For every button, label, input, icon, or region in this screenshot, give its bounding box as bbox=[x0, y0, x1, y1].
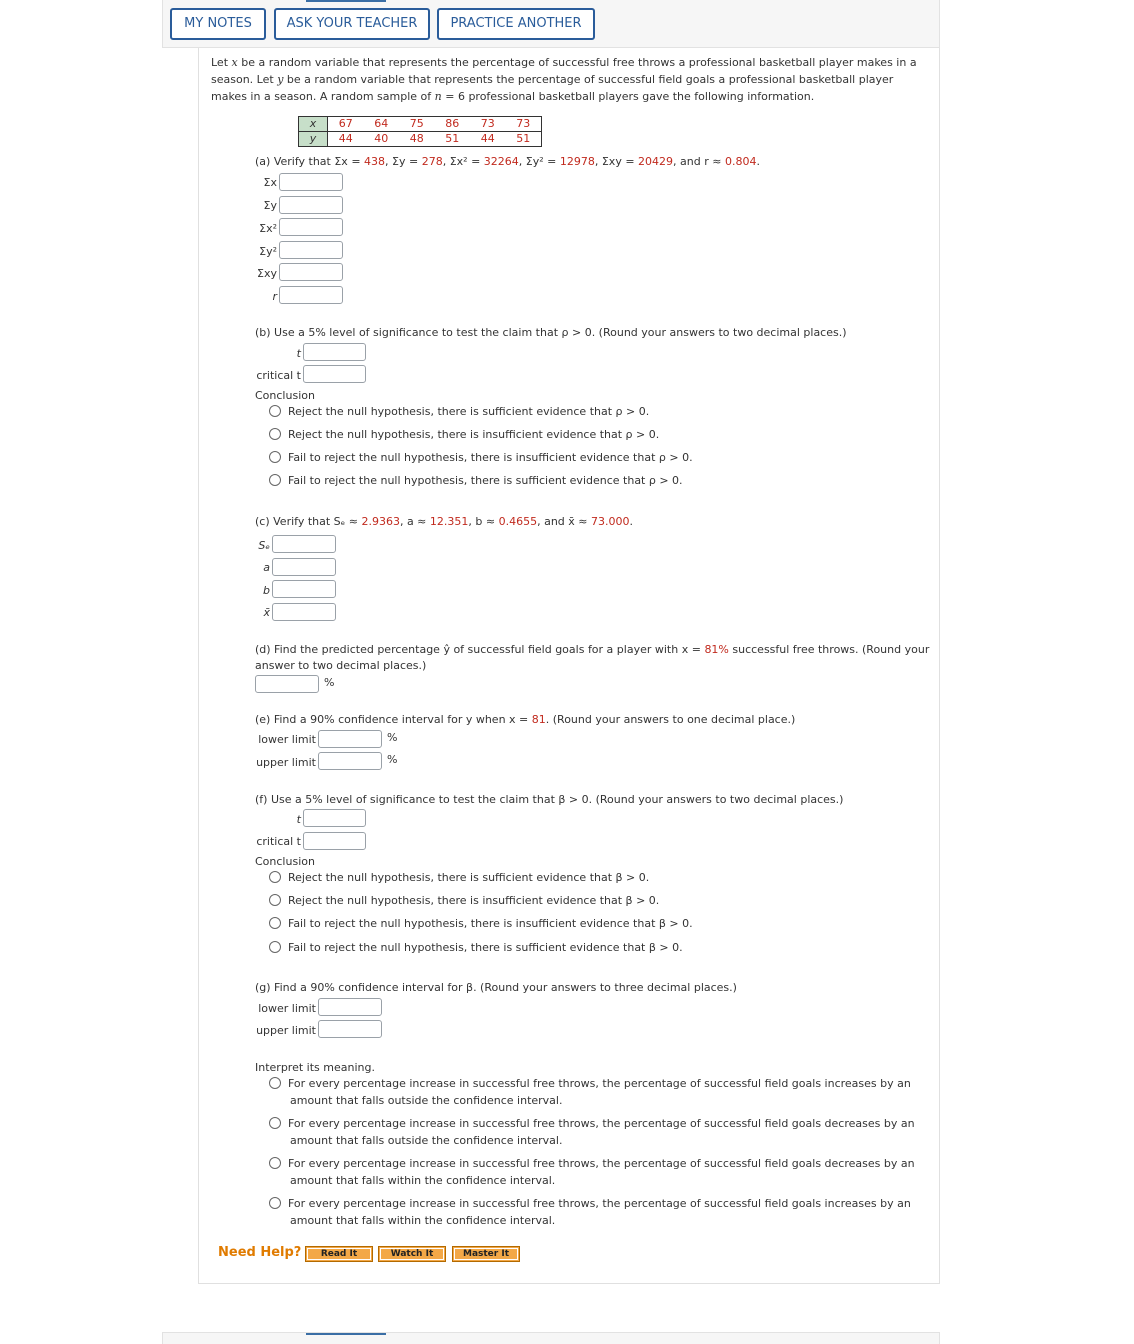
problem-statement: Let x be a random variable that represents the percentage of successful free throws a professional basketball player makes in a season. Let y be a random variable that represents the percentage of successful field goals a professional basketball player makes in a season. A random sample of n = 6 professional basketball players gave the following information. bbox=[211, 56, 917, 103]
radio-b-4[interactable] bbox=[269, 474, 281, 486]
r-label: r bbox=[272, 290, 277, 303]
sum-x2-label: Σx² bbox=[259, 222, 277, 235]
t-input[interactable] bbox=[303, 343, 366, 361]
sum-y-input[interactable] bbox=[279, 196, 343, 214]
critical-t-label: critical t bbox=[256, 369, 301, 382]
critical-t-input[interactable] bbox=[303, 365, 366, 383]
ask-teacher-button[interactable]: ASK YOUR TEACHER bbox=[274, 8, 430, 40]
radio-f-1[interactable] bbox=[269, 871, 281, 883]
part-d-prompt-cont: answer to two decimal places.) bbox=[255, 659, 427, 672]
a-input[interactable] bbox=[272, 558, 336, 576]
sum-xy-label: Σxy bbox=[257, 267, 277, 280]
interpret-label: Interpret its meaning. bbox=[255, 1061, 375, 1074]
radio-b-2[interactable] bbox=[269, 428, 281, 440]
option-b-4[interactable]: Fail to reject the null hypothesis, there is sufficient evidence that ρ > 0. bbox=[288, 474, 683, 487]
e-lower-limit-input[interactable] bbox=[318, 730, 382, 748]
e-upper-limit-field[interactable] bbox=[319, 753, 381, 769]
xbar-input[interactable] bbox=[272, 603, 336, 621]
radio-b-1[interactable] bbox=[269, 405, 281, 417]
radio-b-3[interactable] bbox=[269, 451, 281, 463]
sum-y2-label: Σy² bbox=[259, 245, 277, 258]
table-cell: 67 bbox=[328, 117, 364, 132]
radio-g-2[interactable] bbox=[269, 1117, 281, 1129]
sum-y2-field[interactable] bbox=[280, 242, 342, 258]
sum-y-label: Σy bbox=[263, 199, 277, 212]
e-upper-limit-input[interactable] bbox=[318, 752, 382, 770]
g-upper-limit-label: upper limit bbox=[256, 1024, 316, 1037]
watch-it-button[interactable] bbox=[378, 1246, 446, 1262]
option-g-3-cont[interactable]: amount that falls within the confidence interval. bbox=[290, 1174, 556, 1187]
need-help-label: Need Help? bbox=[218, 1245, 302, 1260]
sum-xy-field[interactable] bbox=[280, 264, 342, 280]
radio-f-3[interactable] bbox=[269, 917, 281, 929]
option-g-4-cont[interactable]: amount that falls within the confidence interval. bbox=[290, 1214, 556, 1227]
se-label: Sₑ bbox=[258, 539, 270, 552]
radio-f-4[interactable] bbox=[269, 941, 281, 953]
b-input[interactable] bbox=[272, 580, 336, 598]
table-cell: 40 bbox=[374, 132, 389, 145]
part-e-prompt: (e) Find a 90% confidence interval for y when x = 81. (Round your answers to one decimal place.) bbox=[255, 713, 796, 726]
master-it-button[interactable] bbox=[452, 1246, 520, 1262]
f-critical-t-field[interactable] bbox=[304, 833, 365, 849]
practice-another-button[interactable]: PRACTICE ANOTHER bbox=[437, 8, 595, 40]
g-lower-limit-field[interactable] bbox=[319, 999, 381, 1015]
part-d-prompt: (d) Find the predicted percentage ŷ of successful field goals for a player with x = 81% successful free throws. (Round your bbox=[255, 643, 930, 656]
f-t-input[interactable] bbox=[303, 809, 366, 827]
watch-it-label: Watch It bbox=[380, 1248, 444, 1260]
table-cell: 44 bbox=[338, 132, 353, 145]
radio-g-1[interactable] bbox=[269, 1077, 281, 1089]
percent-unit: % bbox=[387, 753, 398, 766]
b-field[interactable] bbox=[273, 581, 335, 597]
e-lower-limit-field[interactable] bbox=[319, 731, 381, 747]
f-t-label: t bbox=[296, 813, 301, 826]
g-lower-limit-input[interactable] bbox=[318, 998, 382, 1016]
sum-x-field[interactable] bbox=[280, 174, 342, 190]
part-g-prompt: (g) Find a 90% confidence interval for β. (Round your answers to three decimal places.) bbox=[255, 981, 737, 994]
sum-xy-input[interactable] bbox=[279, 263, 343, 281]
option-g-2-cont[interactable]: amount that falls outside the confidence interval. bbox=[290, 1134, 563, 1147]
table-row-y bbox=[299, 132, 542, 147]
table-header-x: x bbox=[299, 117, 328, 132]
a-field[interactable] bbox=[273, 559, 335, 575]
percent-unit: % bbox=[324, 676, 335, 689]
bottom-accent bbox=[306, 1333, 386, 1335]
xbar-field[interactable] bbox=[273, 604, 335, 620]
conclusion-label: Conclusion bbox=[255, 389, 315, 402]
g-upper-limit-field[interactable] bbox=[319, 1021, 381, 1037]
sum-x-input[interactable] bbox=[279, 173, 343, 191]
table-cell: 75 bbox=[399, 117, 435, 132]
f-t-field[interactable] bbox=[304, 810, 365, 826]
se-input[interactable] bbox=[272, 535, 336, 553]
r-field[interactable] bbox=[280, 287, 342, 303]
part-c-prompt: (c) Verify that Sₑ ≈ 2.9363, a ≈ 12.351, b ≈ 0.4655, and x̄ ≈ 73.000. bbox=[255, 515, 633, 528]
e-lower-limit-label: lower limit bbox=[258, 733, 316, 746]
g-upper-limit-input[interactable] bbox=[318, 1020, 382, 1038]
sum-x-label: Σx bbox=[263, 176, 277, 189]
radio-g-3[interactable] bbox=[269, 1157, 281, 1169]
data-table bbox=[298, 116, 542, 147]
radio-g-4[interactable] bbox=[269, 1197, 281, 1209]
critical-t-field[interactable] bbox=[304, 366, 365, 382]
table-cell: 51 bbox=[445, 132, 460, 145]
option-b-3[interactable]: Fail to reject the null hypothesis, there is insufficient evidence that ρ > 0. bbox=[288, 451, 693, 464]
table-cell: 44 bbox=[480, 132, 495, 145]
table-cell: 86 bbox=[435, 117, 471, 132]
radio-f-2[interactable] bbox=[269, 894, 281, 906]
sum-y2-input[interactable] bbox=[279, 241, 343, 259]
option-g-1[interactable]: For every percentage increase in successful free throws, the percentage of successful field goals increases by an bbox=[288, 1077, 911, 1090]
option-b-2[interactable]: Reject the null hypothesis, there is insufficient evidence that ρ > 0. bbox=[288, 428, 660, 441]
f-critical-t-label: critical t bbox=[256, 835, 301, 848]
percent-unit: % bbox=[387, 731, 398, 744]
b-label: b bbox=[263, 584, 270, 597]
read-it-label: Read It bbox=[307, 1248, 371, 1260]
option-b-1[interactable]: Reject the null hypothesis, there is sufficient evidence that ρ > 0. bbox=[288, 405, 650, 418]
a-label: a bbox=[263, 561, 270, 574]
toolbar-accent bbox=[306, 0, 386, 2]
next-question-bar bbox=[162, 1332, 940, 1344]
table-cell: 73 bbox=[470, 117, 506, 132]
g-lower-limit-label: lower limit bbox=[258, 1002, 316, 1015]
y-hat-input[interactable] bbox=[255, 675, 319, 693]
option-g-4[interactable]: For every percentage increase in successful free throws, the percentage of successful field goals increases by an bbox=[288, 1197, 911, 1210]
option-g-1-cont[interactable]: amount that falls outside the confidence interval. bbox=[290, 1094, 563, 1107]
sum-x2-field[interactable] bbox=[280, 219, 342, 235]
option-f-1[interactable]: Reject the null hypothesis, there is sufficient evidence that β > 0. bbox=[288, 871, 650, 884]
sum-y-field[interactable] bbox=[280, 197, 342, 213]
f-critical-t-input[interactable] bbox=[303, 832, 366, 850]
sum-x2-input[interactable] bbox=[279, 218, 343, 236]
option-f-4[interactable]: Fail to reject the null hypothesis, there is sufficient evidence that β > 0. bbox=[288, 941, 683, 954]
xbar-label: x̄ bbox=[263, 606, 270, 619]
r-input[interactable] bbox=[279, 286, 343, 304]
option-f-2[interactable]: Reject the null hypothesis, there is insufficient evidence that β > 0. bbox=[288, 894, 660, 907]
table-cell: 73 bbox=[506, 117, 542, 132]
table-header-y: y bbox=[299, 132, 328, 147]
part-a-prompt: (a) Verify that Σx = 438, Σy = 278, Σx² = 32264, Σy² = 12978, Σxy = 20429, and r ≈ 0.804. bbox=[255, 155, 760, 168]
table-cell: 48 bbox=[409, 132, 424, 145]
master-it-label: Master It bbox=[454, 1248, 518, 1260]
option-g-2[interactable]: For every percentage increase in successful free throws, the percentage of successful field goals decreases by an bbox=[288, 1117, 915, 1130]
f-conclusion-label: Conclusion bbox=[255, 855, 315, 868]
t-label: t bbox=[296, 347, 301, 360]
option-f-3[interactable]: Fail to reject the null hypothesis, there is insufficient evidence that β > 0. bbox=[288, 917, 693, 930]
table-cell: 51 bbox=[516, 132, 531, 145]
t-field[interactable] bbox=[304, 344, 365, 360]
my-notes-button[interactable]: MY NOTES bbox=[170, 8, 266, 40]
table-cell: 64 bbox=[364, 117, 400, 132]
part-f-prompt: (f) Use a 5% level of significance to test the claim that β > 0. (Round your answers to two decimal places.) bbox=[255, 793, 844, 806]
read-it-button[interactable] bbox=[305, 1246, 373, 1262]
se-field[interactable] bbox=[273, 536, 335, 552]
e-upper-limit-label: upper limit bbox=[256, 756, 316, 769]
table-row-x bbox=[299, 117, 542, 132]
y-hat-field[interactable] bbox=[256, 676, 318, 692]
option-g-3[interactable]: For every percentage increase in successful free throws, the percentage of successful field goals decreases by an bbox=[288, 1157, 915, 1170]
part-b-prompt: (b) Use a 5% level of significance to test the claim that ρ > 0. (Round your answers to two decimal places.) bbox=[255, 326, 847, 339]
